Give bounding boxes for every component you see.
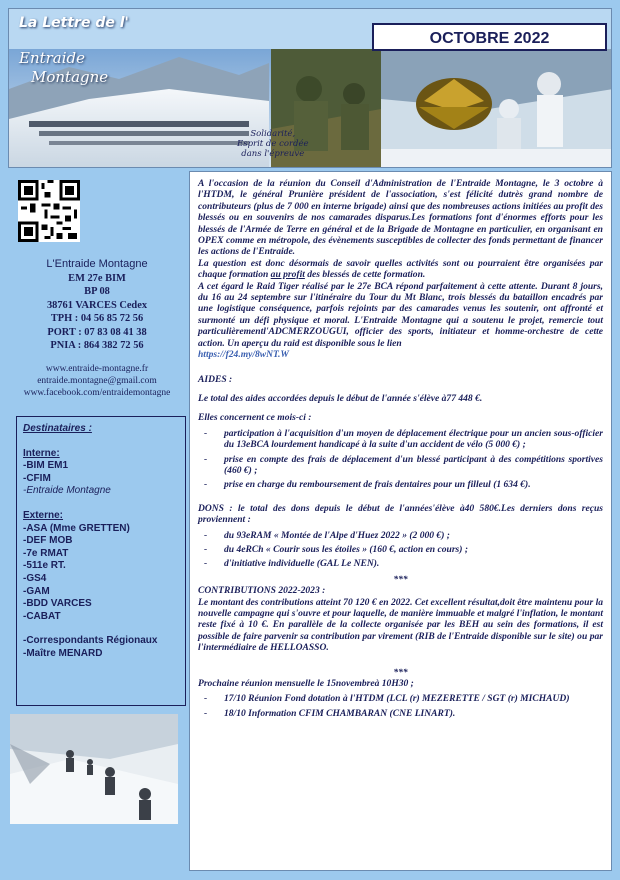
slogan-line: Solidarité, — [250, 129, 296, 139]
issue-month: OCTOBRE 2022 — [372, 23, 607, 51]
recipient-item: -Maître MENARD — [23, 647, 103, 659]
phone-tph: TPH : 04 56 85 72 56 — [50, 313, 144, 324]
list-item: - du 4eRCh « Courir sous les étoiles » (160 €, action en cours) ; — [216, 544, 603, 555]
aides-total: Le total des aides accordées depuis le début de l'année s'élève à77 448 €. — [198, 392, 483, 404]
contributions-paragraph: Le montant des contributions atteint 70 120 € en 2022. Cet excellent résultat,doit être maintenu pour la nouvelle campagne qui s'ouvre et pour laquelle, de manière immuable et malgré l'inflation, le montant reste fixé à 10 €. En parallèle de la collecte organisée par les BEH au sein des formations, il est possible de faire parvenir sa contribution par virement (RIB de l'Entraide disponible sur le site) ou par l'intermédiaire de HELLOASSO. — [198, 596, 603, 654]
internal-heading: Interne: — [23, 447, 60, 459]
address-line: BP 08 — [84, 286, 110, 297]
brand-line-2: Montagne — [31, 68, 109, 86]
list-item: - 17/10 Réunion Fond dotation à l'HTDM (LCL (r) MEZERETTE / SGT (r) MICHAUD) — [216, 693, 603, 704]
list-item: - 18/10 Information CFIM CHAMBARAN (CNE LINART). — [216, 708, 603, 719]
recipient-item: -Correspondants Régionaux — [23, 635, 158, 647]
recipient-item: -BIM EM1 — [23, 460, 68, 472]
brand-line-1: Entraide — [19, 49, 86, 67]
brand-logo-text — [19, 49, 108, 87]
recipient-item: -GAM — [23, 585, 50, 597]
slogan — [237, 129, 309, 159]
aides-list — [198, 428, 603, 491]
recipient-item: -CABAT — [23, 610, 61, 622]
recipient-item: -ASA (Mme GRETTEN) — [23, 522, 130, 534]
aides-intro: Elles concernent ce mois-ci : — [198, 412, 312, 424]
recipient-item: -Entraide Montagne — [23, 485, 111, 497]
separator: *** — [393, 573, 408, 585]
recipients-heading: Destinataires : — [23, 423, 92, 434]
dons-paragraph: DONS : le total des dons depuis le début de l'années'élève à40 580€.Les derniers dons reçus proviennent : — [198, 502, 603, 526]
recipient-item: -BDD VARCES — [23, 598, 92, 610]
address-line: EM 27e BIM — [68, 272, 126, 284]
facebook-link[interactable]: www.facebook.com/entraidemontagne — [23, 387, 171, 398]
contact-block — [8, 176, 186, 408]
phone-port: PORT : 07 83 08 41 38 — [47, 326, 147, 338]
newsletter-header — [8, 8, 612, 168]
meeting-list — [198, 693, 603, 719]
list-item: - prise en compte des frais de déplacement d'un blessé participant à des compétitions sportives (460 €) ; — [216, 454, 603, 477]
recipient-item: -7e RMAT — [23, 547, 69, 559]
separator: *** — [393, 666, 408, 678]
phone-pnia: PNIA : 864 382 72 56 — [50, 340, 144, 351]
slogan-line: dans l'épreuve — [241, 149, 305, 159]
dons-list — [198, 530, 603, 570]
org-name: L'Entraide Montagne — [46, 258, 148, 270]
website-link[interactable]: www.entraide-montagne.fr — [45, 363, 149, 374]
list-item: - du 93eRAM « Montée de l'Alpe d'Huez 2022 » (2 000 €) ; — [216, 530, 603, 541]
mountain-soldiers-photo — [10, 714, 178, 824]
recipient-item: -CFIM — [23, 472, 51, 484]
next-meeting: Prochaine réunion mensuelle le 15novembreà 10H30 ; — [198, 678, 414, 690]
paragraph: La question est donc désormais de savoir quelles activités sont ou pourraient être organisées par chaque formation au profit des blessés de cette formation. — [198, 257, 603, 281]
qr-code-icon — [18, 180, 80, 242]
recipient-item: -GS4 — [23, 572, 47, 584]
recipient-item: -511e RT. — [23, 560, 66, 572]
list-item: - prise en charge du remboursement de frais dentaires pour un filleul (1 634 €). — [216, 479, 603, 490]
address-line: 38761 VARCES Cedex — [46, 299, 148, 311]
recipients-box — [16, 416, 186, 706]
contributions-heading: CONTRIBUTIONS 2022-2023 : — [198, 585, 326, 597]
slogan-line: Esprit de cordée — [237, 139, 309, 149]
raid-video-link[interactable]: https://f24.my/8wNT.W — [198, 349, 289, 361]
paragraph: A cet égard le Raid Tiger réalisé par le 27e BCA répond parfaitement à cette attente. Durant 8 jours, du 16 au 24 septembre sur l'itinéraire du Tour du Mt Blanc, trois blessés du bataillon encadrés par une logistique conséquence, parfois rejoints par des camarades venus les soutenir, ont affronté et surmonté un défi physique et moral. L'Entraide Montagne qui a soutenu le projet, remercie tout particulièrementl'ADCMERZOUGUI, officier des sports, initiateur et homme-orchestre de cette action. Un aperçu du raid est disponible sous le lien — [198, 280, 603, 349]
email-link[interactable]: entraide.montagne@gmail.com — [37, 375, 157, 386]
recipient-item: -DEF MOB — [23, 535, 73, 547]
paragraph: A l'occasion de la réunion du Conseil d'Administration de l'Entraide Montagne, le 3 octobre à l'HTDM, le général Prunière président de l'association, s'est félicité dutrès grand nombre de contributeurs (plus de 7 000 en interne brigade) ainsi que des nombreuses actions initiées au profit des blessés ou en souvenirs de nos camarades disparus.Les formations font d'énormes efforts pour les blessés de l'Armée de Terre en général et de la Brigade de Montagne en particulier, en organisant en OPEX comme en métropole, des évènements susceptibles de collecter des fonds permettant de financer les actions de l'Entraide. — [198, 178, 603, 258]
article-body — [189, 171, 612, 871]
newsletter-title: La Lettre de l' — [19, 15, 129, 31]
list-item: - d'initiative individuelle (GAL Le NEN). — [216, 558, 603, 569]
external-heading: Externe: — [23, 509, 64, 521]
aides-heading: AIDES : — [198, 373, 233, 385]
list-item: - participation à l'acquisition d'un moyen de déplacement électrique pour un ancien sous-officier du 13eBCA lourdement handicapé à la suite d'un accident de vélo (5 000 €) ; — [216, 428, 603, 451]
